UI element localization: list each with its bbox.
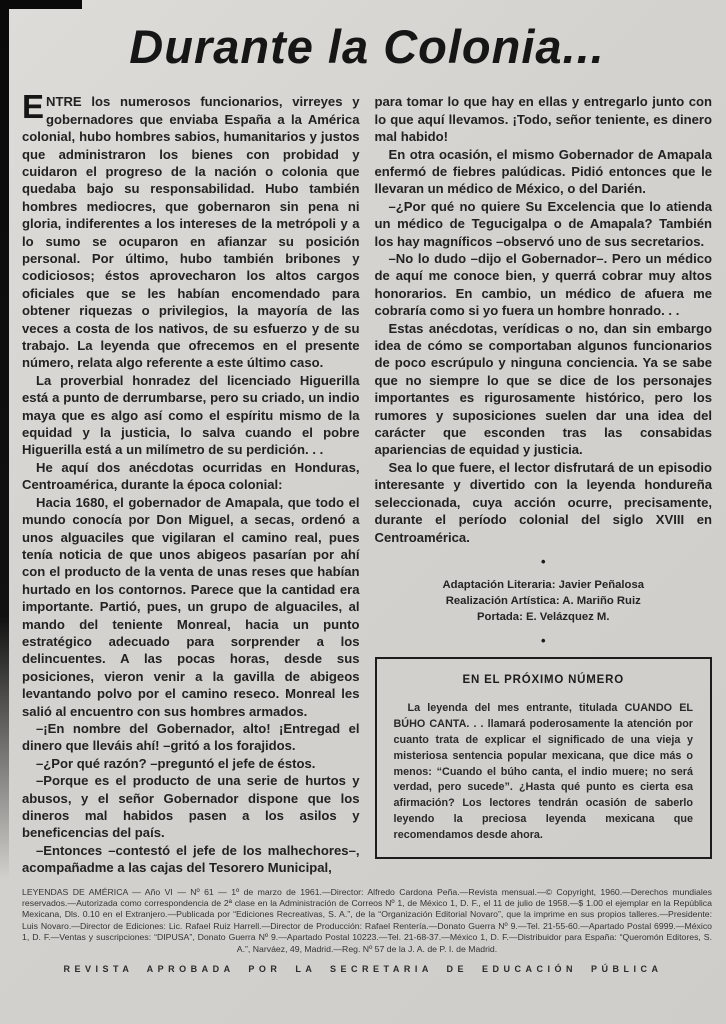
paragraph: Estas anécdotas, verídicas o no, dan sin embargo idea de cómo se comportaban algunos funcionarios de poco escrúpulo y ninguna conciencia. Ya se sabe que no siempre lo que se dice de los personajes importantes es rigurosamente histórico, pero los rumores y suposiciones suelen dar una idea del carácter que esconden tras las consabidas apariencias de equidad y justicia. bbox=[374, 320, 712, 458]
paragraph: –No lo dudo –dijo el Gobernador–. Pero un médico de aquí me conoce bien, y querrá cobrar muy altos honorarios. En cambio, un médico de afuera me cobraría como si yo fuera un hombre honrado. . . bbox=[374, 251, 712, 319]
credit-line: Portada: E. Velázquez M. bbox=[477, 610, 610, 623]
next-issue-body: La leyenda del mes entrante, titulada CUANDO EL BÚHO CANTA. . . llamará poderosamente la atención por cuanto trata de explicar el significado de una vieja y misteriosa sentencia popular mexicana, que dice más o menos: “Cuando el búho canta, el indio muere; no será verdad, pero sucede”. ¿Hasta qué punto es cierta esa afirmación? Los lectores tendrán ocasión de saberlo leyendo la preciosa leyenda mexicana que recomendamos desde ahora. bbox=[393, 702, 693, 841]
paragraph: En otra ocasión, el mismo Gobernador de Amapala enfermó de fiebres palúdicas. Pidió entonces que le llevaran un médico de México, o del Darién. bbox=[374, 146, 712, 197]
paragraph: He aquí dos anécdotas ocurridas en Honduras, Centroamérica, durante la época colonial: bbox=[22, 459, 360, 493]
paragraph: para tomar lo que hay en ellas y entregarlo junto con lo que aquí llevamos. ¡Todo, señor teniente, es dinero mal habido! bbox=[374, 94, 712, 145]
page-title: Durante la Colonia... bbox=[129, 20, 605, 73]
column-left bbox=[22, 88, 360, 876]
scan-edge-artifact bbox=[0, 0, 82, 9]
paragraph: –¡En nombre del Gobernador, alto! ¡Entregad el dinero que lleváis ahí! –gritó a los forajidos. bbox=[22, 720, 360, 754]
credit-line: Realización Artística: A. Mariño Ruiz bbox=[445, 594, 641, 607]
paragraph: Sea lo que fuere, el lector disfrutará de un episodio interesante y divertido con la leyenda hondureña seleccionada, cuya acción ocurre, precisamente, durante el período colonial del siglo XVIII en Centroamérica. bbox=[374, 459, 712, 545]
paragraph bbox=[22, 88, 360, 372]
paragraph: –Porque es el producto de una serie de hurtos y abusos, y el señor Gobernador dispone que los dineros mal habidos pasen a los asilos y beneficencias del país. bbox=[22, 773, 360, 841]
column-right bbox=[375, 93, 713, 876]
paragraph-text: NTRE los numerosos funcionarios, virreyes y gobernadores que enviaba España a la América colonial, hubo hombres sabios, humanitarios y justos que administraron los bienes con probidad y cuidaron el progreso de la nación o colonia que quedaba bajo su responsabilidad. Hubo también hombres mediocres, que gobernaron sin pena ni gloria, indiferentes a los intereses de la metrópoli y a lo sumo se ocuparon en afianzar su posición personal. Por último, hubo también bribones y codiciosos; éstos aprovecharon los altos cargos oficiales que se les habían encomendado para obtener riquezas o privilegios, la mayoría de las veces a costa de los nativos, de su esfuerzo y de su trabajo. La leyenda que ofrecemos en el presente número, relata algo referente a este último caso. bbox=[22, 94, 360, 371]
bullet-separator-icon: • bbox=[540, 632, 546, 648]
drop-cap: E bbox=[22, 88, 45, 126]
paragraph: Hacia 1680, el gobernador de Amapala, que todo el mundo conocía por Don Miguel, a secas, ordenó a unos alguaciles que vigilaran el camino real, pues tenía noticia de que unos abigeos pasarían por ahí con el producto de la venta de unas reses que habían hurtado en los contornos. Parece que la cantidad era importante. Partió, pues, un grupo de alguaciles, al mando del teniente Monreal, hacia un punto estratégico adecuado para sorprender a los delincuentes. A las pocas horas, desde sus posiciones, vieron venir a la gavilla de abigeos levantando polvo por el camino reseco. Monreal les salió al encuentro con sus hombres armados. bbox=[22, 494, 360, 719]
approval-line: REVISTA APROBADA POR LA SECRETARIA DE EDUCACIÓN PÚBLICA bbox=[63, 964, 663, 975]
paragraph: –Entonces –contestó el jefe de los malhechores–, acompañadme a las cajas del Tesorero Municipal, bbox=[22, 842, 360, 876]
scan-gutter-shadow bbox=[0, 0, 9, 880]
next-issue-heading: EN EL PRÓXIMO NÚMERO bbox=[462, 673, 624, 686]
article-columns bbox=[22, 88, 712, 876]
legal-fineprint: LEYENDAS DE AMÉRICA — Año VI — Nº 61 — 1º de marzo de 1961.—Director: Alfredo Cardona Peña.—Revista mensual.—© Copyright, 1960.—Derechos mundiales reservados.—Autorizada como correspondencia de 2ª clase en la Administración de Correos Nº 1, de México 1, D. F., el 11 de julio de 1958.—$ 1.00 el ejemplar en la República Mexicana, Dls. 0.10 en el Extranjero.—Publicada por “Ediciones Recreativas, S. A.”, de la “Organización Editorial Novaro”, que la imprime en sus propios talleres.—Presidente: Luis Novaro.—Director de Ediciones: Lic. Rafael Ruiz Harrell.—Director de Producción: Rafael Rentería.—Donato Guerra Nº 9.—Tel. 21-55-60.—Apartado Postal 6999.—México 1, D. F.—Ventas y suscripciones: “DIPUSA”, Donato Guerra Nº 9.—Apartado Postal 10223.—Tel. 21-68-37.—México 1, D. F.—Distribuidor para España: “Queromón Editores, S. A.”, Narváez, 49, Madrid.—Reg. Nº 57 de la J. A. de P. I. de Madrid. bbox=[22, 886, 712, 954]
paragraph: –¿Por qué no quiere Su Excelencia que lo atienda un médico de Tegucigalpa o de Amapala? También los hay magníficos –observó uno de sus secretarios. bbox=[374, 198, 712, 249]
paragraph: La proverbial honradez del licenciado Higuerilla está a punto de derrumbarse, pero su criado, un indio maya que es algo así como el espíritu mismo de la equidad y la justicia, lo salva cuando el pobre Higuerilla está a un milímetro de su perdición. . . bbox=[22, 372, 360, 458]
credit-line: Adaptación Literaria: Javier Peñalosa bbox=[442, 578, 645, 591]
credits-block bbox=[375, 577, 713, 625]
bullet-separator-icon: • bbox=[540, 553, 546, 569]
paragraph: –¿Por qué razón? –preguntó el jefe de éstos. bbox=[36, 755, 316, 771]
next-issue-box bbox=[375, 657, 713, 860]
